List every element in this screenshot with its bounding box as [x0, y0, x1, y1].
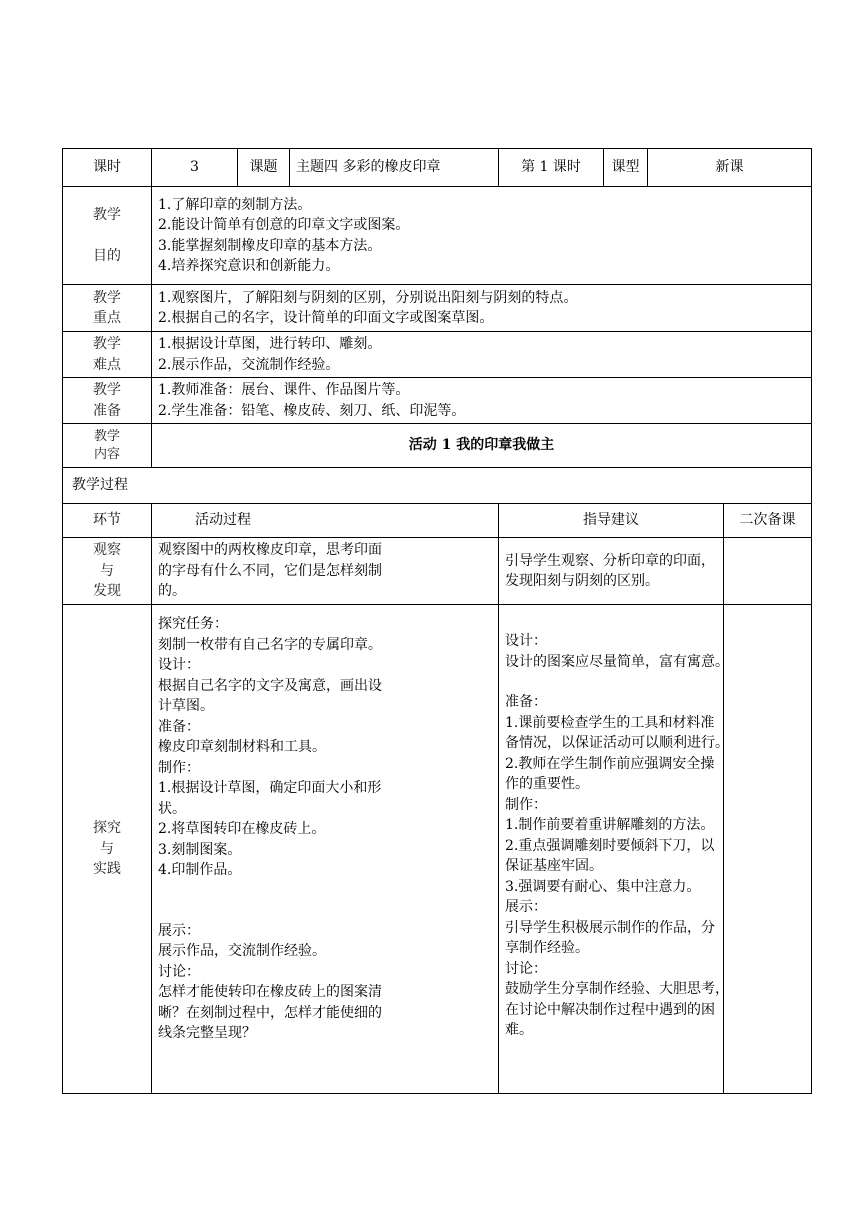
activity-line: 讨论：	[158, 963, 200, 980]
keti-label: 课题	[238, 149, 290, 187]
column-header-row	[63, 504, 812, 538]
keshi-value: 3	[152, 149, 238, 187]
activity-line: 计草图。	[158, 698, 214, 714]
activity-line: 的字母有什么不同，它们是怎样刻制	[158, 562, 382, 579]
column-second-prep: 二次备课	[724, 504, 812, 538]
activity-line: 刻制一枚带有自己名字的专属印章。	[158, 636, 382, 653]
preparation-label-line2: 准备	[93, 402, 121, 419]
process-title: 教学过程	[63, 468, 812, 504]
activity-line: 根据自己名字的文字及寓意，画出设	[158, 677, 382, 694]
row-section-label	[63, 605, 152, 1094]
activity-line: 怎样才能使转印在橡皮砖上的图案清	[158, 984, 382, 1000]
content-label-line2: 内容	[93, 446, 120, 462]
activity-line: 橡皮印章刻制材料和工具。	[158, 739, 326, 755]
lesson-plan-table	[62, 148, 812, 1094]
content-label-line1: 教学	[93, 428, 120, 444]
row-activity	[152, 605, 499, 1094]
guidance-line: 设计的图案应尽量简单，富有寓意。	[505, 653, 729, 670]
header-row	[63, 149, 812, 187]
guidance-line: 备情况，以保证活动可以顺利进行。	[505, 735, 729, 751]
activity-line: 制作：	[158, 759, 200, 776]
key-points-row	[63, 285, 812, 332]
section-line: 与	[100, 840, 114, 857]
objectives-label	[63, 187, 152, 285]
activity-line: 展示作品，交流制作经验。	[158, 943, 326, 959]
process-title-row	[63, 468, 812, 504]
activity-line: 设计：	[158, 657, 200, 673]
column-section: 环节	[63, 504, 152, 538]
activity-line: 探究任务：	[158, 616, 228, 632]
activity-line: 1.根据设计草图，确定印面大小和形	[158, 780, 382, 796]
guidance-line: 准备：	[505, 694, 547, 710]
preparation-content	[152, 378, 812, 424]
section-line: 与	[100, 562, 114, 579]
guidance-line: 讨论：	[505, 960, 547, 977]
objectives-label-line2: 目的	[93, 247, 121, 264]
lesson-plan	[62, 148, 811, 1094]
objectives-row	[63, 187, 812, 285]
row-second-prep	[724, 538, 812, 605]
kexing-label: 课型	[604, 149, 648, 187]
row-guidance	[499, 605, 729, 1094]
guidance-line: 作的重要性。	[505, 776, 589, 792]
objective-item: 1.了解印章的刻制方法。	[158, 196, 312, 213]
row-activity	[152, 538, 499, 605]
activity-line: 状。	[158, 800, 186, 817]
guidance-line: 保证基座牢固。	[505, 858, 603, 874]
section-line: 观察	[93, 542, 121, 559]
content-title: 活动 1 我的印章我做主	[152, 424, 812, 468]
guidance-line: 设计：	[505, 633, 547, 649]
row-section-label	[63, 538, 152, 605]
activity-line: 线条完整呈现？	[158, 1025, 256, 1041]
guidance-line: 引导学生观察、分析印章的印面，	[505, 552, 715, 569]
row-second-prep	[724, 605, 812, 1094]
difficulties-label	[63, 332, 152, 378]
objective-item: 4.培养探究意识和创新能力。	[158, 258, 340, 274]
key-points-content	[152, 285, 812, 332]
guidance-line: 1.课前要检查学生的工具和材料准	[505, 714, 715, 731]
objectives-content	[152, 187, 812, 285]
key-point-item: 1.观察图片，了解阳刻与阴刻的区别，分别说出阳刻与阴刻的特点。	[158, 289, 578, 306]
activity-line: 2.将草图转印在橡皮砖上。	[158, 821, 326, 837]
content-label	[63, 424, 152, 468]
column-guidance: 指导建议	[499, 504, 724, 538]
difficulties-row	[63, 332, 812, 378]
key-point-item: 2.根据自己的名字，设计简单的印面文字或图案草图。	[158, 310, 494, 326]
difficulties-label-line1: 教学	[93, 336, 121, 352]
key-points-label-line2: 重点	[93, 310, 121, 326]
key-points-label	[63, 285, 152, 332]
activity-line: 晰？在刻制过程中，怎样才能使细的	[158, 1004, 382, 1021]
guidance-line: 难。	[505, 1022, 533, 1038]
section-line: 探究	[93, 820, 121, 837]
preparation-row	[63, 378, 812, 424]
guidance-line: 3.强调要有耐心、集中注意力。	[505, 878, 701, 895]
guidance-line: 展示：	[505, 899, 547, 915]
column-activity: 活动过程	[152, 504, 499, 538]
content-row	[63, 424, 812, 468]
activity-line: 准备：	[158, 718, 200, 735]
difficulty-item: 1.根据设计草图，进行转印、雕刻。	[158, 336, 382, 352]
preparation-label	[63, 378, 152, 424]
objective-item: 2.能设计简单有创意的印章文字或图案。	[158, 217, 410, 233]
activity-line: 3.刻制图案。	[158, 841, 242, 858]
activity-line: 展示：	[158, 922, 200, 939]
preparation-label-line1: 教学	[93, 382, 121, 398]
activity-line: 观察图中的两枚橡皮印章，思考印面	[158, 542, 382, 559]
guidance-line: 2.重点强调雕刻时要倾斜下刀，以	[505, 837, 715, 854]
guidance-line: 在讨论中解决制作过程中遇到的困	[505, 1001, 715, 1018]
kexing-value: 新课	[648, 149, 812, 187]
row-guidance	[499, 538, 724, 605]
table-row	[63, 605, 812, 1094]
objective-item: 3.能掌握刻制橡皮印章的基本方法。	[158, 237, 382, 254]
keti-value: 主题四 多彩的橡皮印章	[290, 149, 499, 187]
guidance-line: 2.教师在学生制作前应强调安全操	[505, 755, 715, 772]
table-row	[63, 538, 812, 605]
section-line: 实践	[93, 861, 121, 878]
guidance-line: 1.制作前要着重讲解雕刻的方法。	[505, 817, 715, 833]
guidance-line: 引导学生积极展示制作的作品，分	[505, 919, 715, 936]
objectives-label-line1: 教学	[93, 207, 121, 223]
key-points-label-line1: 教学	[93, 289, 121, 306]
difficulties-content	[152, 332, 812, 378]
keshi-label: 课时	[63, 149, 152, 187]
section-line: 发现	[93, 583, 121, 600]
activity-line: 4.印制作品。	[158, 862, 242, 878]
activity-line: 的。	[158, 583, 186, 600]
lesson-number: 第 1 课时	[499, 149, 604, 187]
difficulty-item: 2.展示作品，交流制作经验。	[158, 356, 340, 373]
guidance-line: 享制作经验。	[505, 940, 589, 956]
guidance-line: 制作：	[505, 796, 547, 813]
guidance-line: 鼓励学生分享制作经验、大胆思考，	[505, 981, 729, 997]
preparation-item: 2.学生准备：铅笔、橡皮砖、刻刀、纸、印泥等。	[158, 402, 466, 419]
guidance-line: 发现阳刻与阴刻的区别。	[505, 573, 659, 589]
preparation-item: 1.教师准备：展台、课件、作品图片等。	[158, 382, 410, 398]
difficulties-label-line2: 难点	[93, 356, 121, 373]
